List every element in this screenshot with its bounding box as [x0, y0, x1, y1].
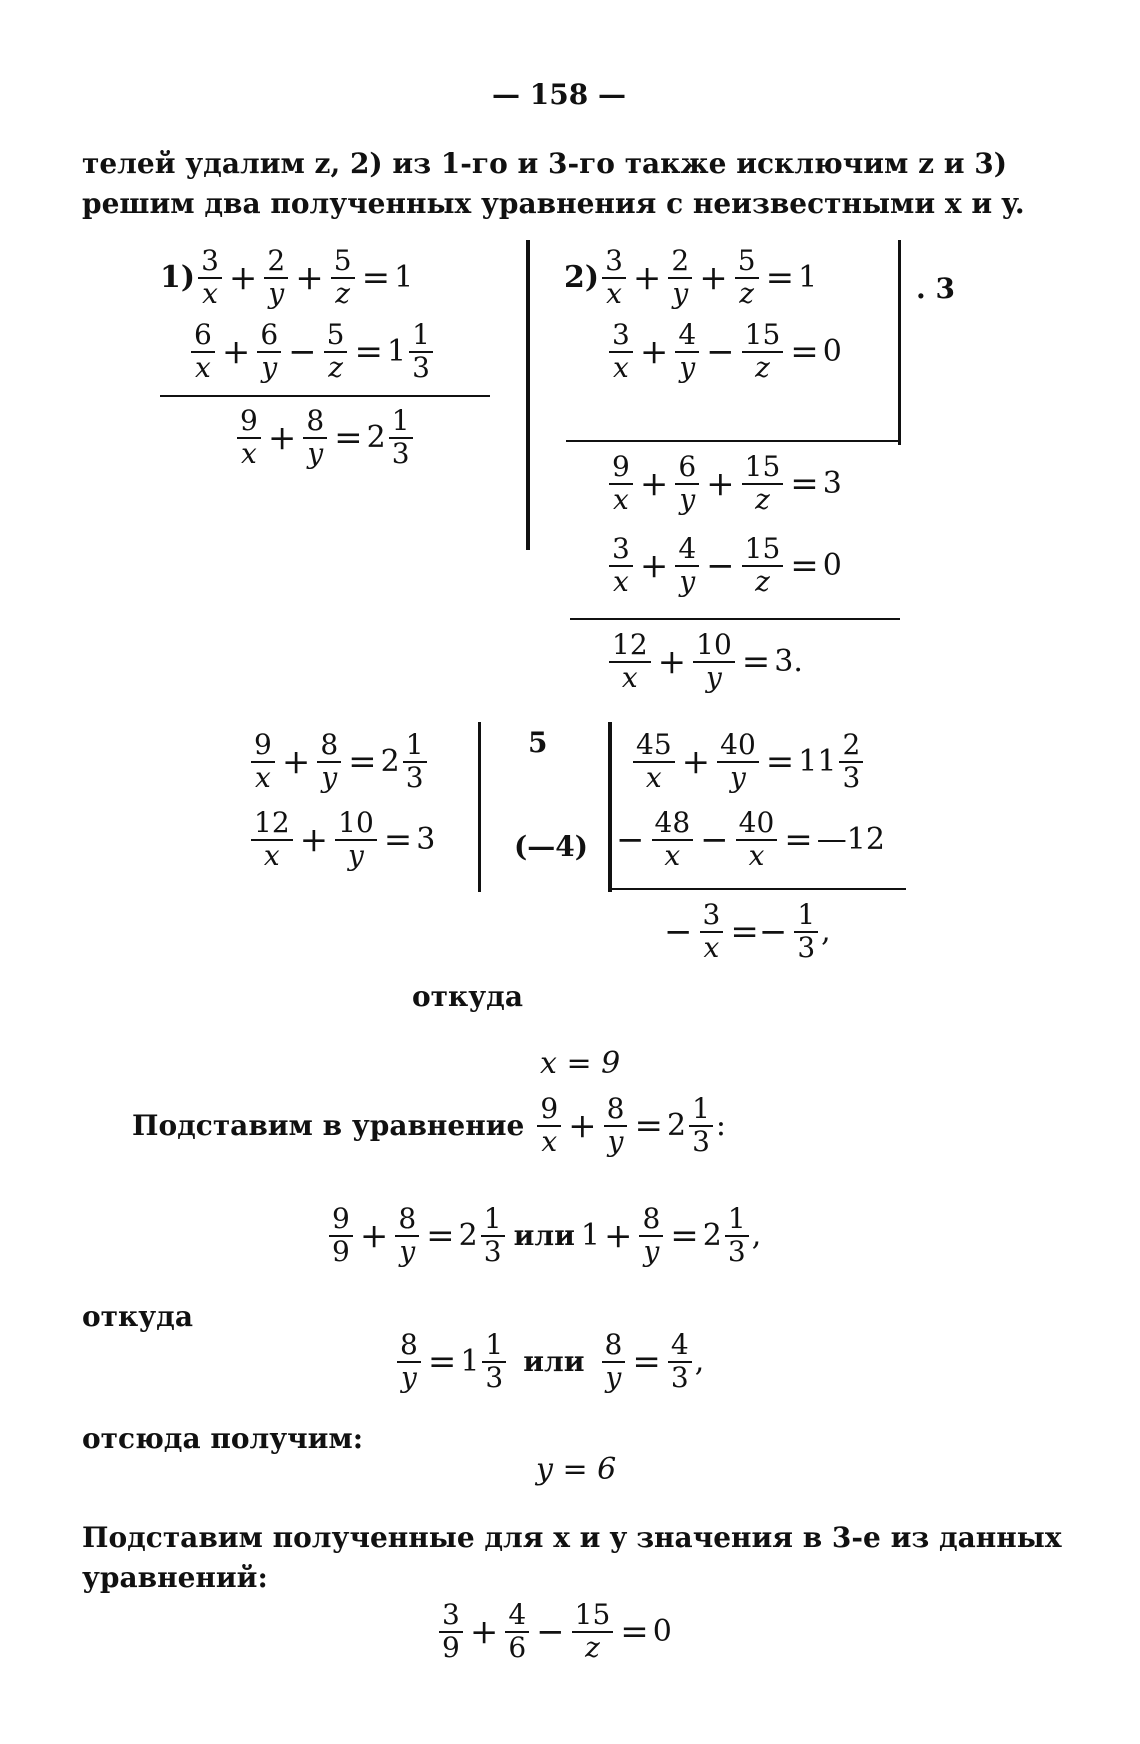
fraction: $\frac{8}{y}$ [303, 406, 327, 470]
fraction: $\frac{4}{y}$ [675, 320, 699, 384]
sys2-multiplier: . 3 [916, 272, 955, 305]
fraction: $\frac{9}{x}$ [609, 452, 633, 516]
fraction: $\frac{10}{y}$ [693, 630, 735, 694]
fraction: $\frac{3}{x}$ [198, 246, 222, 310]
fraction: $\frac{5}{z}$ [735, 246, 759, 310]
fraction: $\frac{5}{z}$ [331, 246, 355, 310]
fraction: $\frac{9}{9}$ [329, 1204, 353, 1268]
sys3-left1: $\frac{9}{x}$ + $\frac{8}{y}$ = 2 $\frac{1}{3}$ [248, 730, 430, 794]
substitute-label: Подставим в уравнение [132, 1109, 525, 1143]
equation-line-a: $\frac{9}{9}$ + $\frac{8}{y}$ = 2 $\frac{1}{3}$ или 1 + $\frac{8}{y}$ = 2 $\frac{1}{3}$ , [326, 1204, 761, 1268]
fraction: $\frac{1}{3}$ [389, 406, 413, 470]
fraction: $\frac{40}{y}$ [717, 730, 759, 794]
fraction: $\frac{15}{z}$ [742, 320, 784, 384]
or-label: или [523, 1345, 585, 1379]
fraction: $\frac{3}{x}$ [602, 246, 626, 310]
fraction: $\frac{8}{y}$ [395, 1204, 419, 1268]
fraction: $\frac{1}{3}$ [725, 1204, 749, 1268]
sys3-left2: $\frac{12}{x}$ + $\frac{10}{y}$ = 3 [248, 808, 435, 872]
sys3-mult1: 5 [528, 726, 548, 759]
equation-line-b: $\frac{8}{y}$ = 1 $\frac{1}{3}$ или $\frac{8}{y}$ = $\frac{4}{3}$ , [394, 1330, 704, 1394]
fraction: $\frac{15}{z}$ [742, 534, 784, 598]
hence-label: отсюда получим: [82, 1422, 364, 1455]
divider-3 [478, 722, 481, 892]
sys2-sum-line-1 [566, 440, 900, 442]
divider-2 [898, 240, 901, 445]
intro-paragraph: телей удалим z, 2) из 1-го и 3-го также исключим z и 3) решим два полученных уравнения с неизвестными x и y. [82, 147, 1025, 220]
sys2-row3: $\frac{9}{x}$ + $\frac{6}{y}$ + $\frac{15}{z}$ = 3 [606, 452, 842, 516]
fraction: $\frac{12}{x}$ [251, 808, 293, 872]
fraction: $\frac{8}{y}$ [397, 1330, 421, 1394]
page-number: — 158 — [492, 78, 626, 111]
sys1-result: $\frac{9}{x}$ + $\frac{8}{y}$ = 2 $\frac{1}{3}$ [234, 406, 416, 470]
fraction: $\frac{6}{y}$ [675, 452, 699, 516]
sys2-row4: $\frac{3}{x}$ + $\frac{4}{y}$ − $\frac{15}{z}$ = 0 [606, 534, 842, 598]
fraction: $\frac{9}{x}$ [237, 406, 261, 470]
fraction: $\frac{3}{x}$ [609, 320, 633, 384]
fraction: $\frac{9}{x}$ [251, 730, 275, 794]
fraction: $\frac{1}{3}$ [794, 900, 818, 964]
fraction: $\frac{15}{z}$ [572, 1600, 614, 1664]
fraction: $\frac{9}{x}$ [537, 1094, 561, 1158]
substitute-line: Подставим в уравнение $\frac{9}{x}$ + $\frac{8}{y}$ = 2 $\frac{1}{3}$ : [132, 1092, 726, 1158]
fraction: $\frac{10}{y}$ [335, 808, 377, 872]
fraction: $\frac{1}{3}$ [482, 1330, 506, 1394]
fraction: $\frac{4}{6}$ [505, 1600, 529, 1664]
sys1-label: 1) [160, 260, 196, 296]
sys2-row1: 2) $\frac{3}{x}$ + $\frac{2}{y}$ + $\frac{5}{z}$ = 1 [564, 244, 818, 310]
y-value: y = 6 [536, 1452, 617, 1487]
x-value: x = 9 [540, 1046, 621, 1081]
fraction: $\frac{8}{y}$ [602, 1330, 626, 1394]
fraction: $\frac{8}{y}$ [317, 730, 341, 794]
fraction: $\frac{6}{y}$ [257, 320, 281, 384]
fraction: $\frac{4}{y}$ [675, 534, 699, 598]
fraction: $\frac{1}{3}$ [689, 1094, 713, 1158]
fraction: $\frac{8}{y}$ [639, 1204, 663, 1268]
fraction: $\frac{3}{9}$ [439, 1600, 463, 1664]
fraction: $\frac{4}{3}$ [668, 1330, 692, 1394]
or-label: или [513, 1219, 575, 1253]
whence-label-1: откуда [412, 980, 523, 1013]
fraction: $\frac{8}{y}$ [604, 1094, 628, 1158]
fraction: $\frac{5}{z}$ [324, 320, 348, 384]
fraction: $\frac{2}{3}$ [839, 730, 863, 794]
fraction: $\frac{1}{3}$ [409, 320, 433, 384]
sys3-right1: $\frac{45}{x}$ + $\frac{40}{y}$ = 11 $\frac{2}{3}$ [630, 730, 866, 794]
fraction: $\frac{3}{x}$ [700, 900, 724, 964]
sys2-label: 2) [564, 260, 600, 296]
fraction: $\frac{6}{x}$ [191, 320, 215, 384]
sys3-result: − $\frac{3}{x}$ =− $\frac{1}{3}$ , [664, 898, 831, 964]
sys3-sum-line [612, 888, 906, 890]
fraction: $\frac{40}{x}$ [736, 808, 778, 872]
fraction: $\frac{15}{z}$ [742, 452, 784, 516]
fraction: $\frac{3}{x}$ [609, 534, 633, 598]
sys2-result: $\frac{12}{x}$ + $\frac{10}{y}$ = 3. [606, 630, 803, 694]
sys3-right2: − $\frac{48}{x}$ − $\frac{40}{x}$ = —12 [616, 806, 885, 872]
sys2-sum-line-2 [570, 618, 900, 620]
fraction: $\frac{1}{3}$ [481, 1204, 505, 1268]
sys1-row2: $\frac{6}{x}$ + $\frac{6}{y}$ − $\frac{5}{z}$ = 1 $\frac{1}{3}$ [188, 320, 436, 384]
fraction: $\frac{1}{3}$ [403, 730, 427, 794]
sys1-row1: 1) $\frac{3}{x}$ + $\frac{2}{y}$ + $\frac{5}{z}$ = 1 [160, 244, 414, 310]
whence-label-2: откуда [82, 1300, 193, 1333]
final-paragraph: Подставим полученные для x и y значения в 3-е из данных уравнений: [82, 1521, 1062, 1594]
sys3-mult2: (—4) [514, 830, 588, 863]
fraction: $\frac{45}{x}$ [633, 730, 675, 794]
fraction: $\frac{2}{y}$ [264, 246, 288, 310]
fraction: $\frac{48}{x}$ [652, 808, 694, 872]
final-equation: $\frac{3}{9}$ + $\frac{4}{6}$ − $\frac{15}{z}$ = 0 [436, 1600, 672, 1664]
divider-1 [526, 240, 530, 550]
sys2-row2: $\frac{3}{x}$ + $\frac{4}{y}$ − $\frac{15}{z}$ = 0 [606, 320, 842, 384]
fraction: $\frac{12}{x}$ [609, 630, 651, 694]
sys1-sum-line [160, 395, 490, 397]
fraction: $\frac{2}{y}$ [668, 246, 692, 310]
